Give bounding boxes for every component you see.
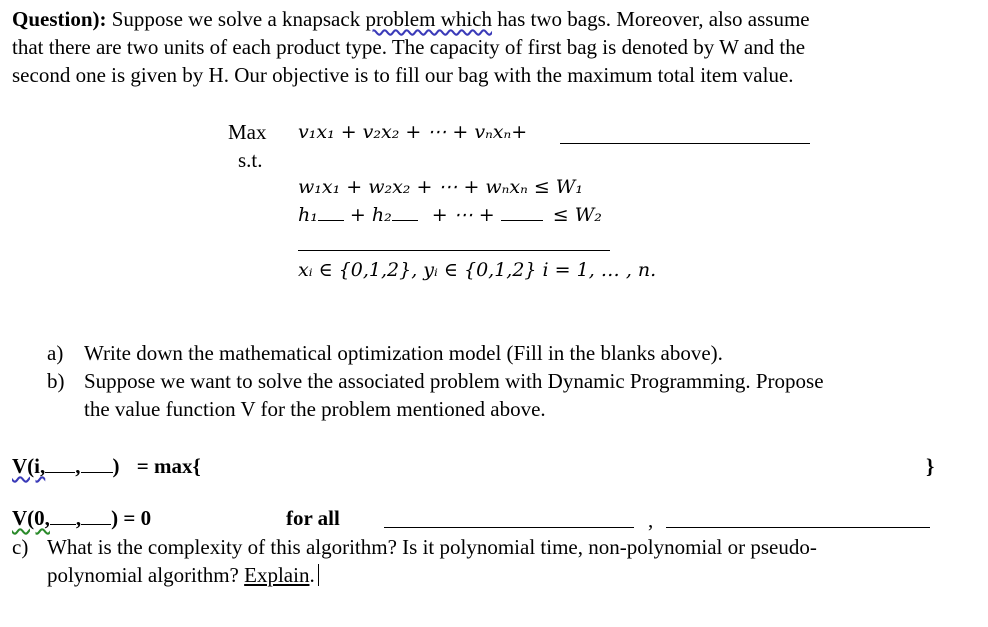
question-line-2: that there are two units of each product type. The capacity of first bag is denoted by W and the bbox=[12, 35, 806, 59]
objective-expression: v₁x₁ + v₂x₂ + ⋯ + vₙxₙ+ bbox=[298, 121, 528, 143]
value-function: V(i, , ) = max{ bbox=[12, 454, 201, 478]
for-all-blank-2[interactable] bbox=[666, 527, 930, 528]
blank-hn[interactable] bbox=[501, 202, 543, 221]
part-b-text-1: Suppose we want to solve the associated problem with Dynamic Programming. Propose bbox=[84, 369, 824, 393]
blank-v0-arg2[interactable] bbox=[81, 506, 111, 525]
part-c-label: c) bbox=[12, 535, 29, 559]
part-b-text-2: the value function V for the problem mentioned above. bbox=[84, 397, 546, 421]
blank-v-arg1[interactable] bbox=[45, 454, 75, 473]
constraint-2: h₁ + h₂ + ⋯ + ≤ W₂ bbox=[298, 204, 602, 226]
extra-constraint-blank[interactable] bbox=[298, 250, 610, 251]
blank-h2[interactable] bbox=[392, 202, 418, 221]
objective-blank[interactable] bbox=[560, 143, 810, 144]
max-label: Max bbox=[228, 120, 267, 144]
constraint-1: w₁x₁ + w₂x₂ + ⋯ + wₙxₙ ≤ W₁ bbox=[298, 176, 583, 198]
part-a-text: Write down the mathematical optimization model (Fill in the blanks above). bbox=[84, 341, 723, 365]
question-line-3: second one is given by H. Our objective is to fill our bag with the maximum total item value. bbox=[12, 63, 794, 87]
part-c-text-2: polynomial algorithm? Explain. bbox=[47, 561, 319, 589]
blank-v-arg2[interactable] bbox=[81, 454, 113, 473]
closing-brace: } bbox=[926, 454, 935, 478]
question-line-1: Question): Suppose we solve a knapsack problem which has two bags. Moreover, also assume bbox=[12, 7, 810, 31]
question-label: Question): bbox=[12, 7, 107, 31]
for-all-blank-1[interactable] bbox=[384, 527, 634, 528]
explain-link: Explain bbox=[244, 563, 310, 587]
spellcheck-underline: problem which bbox=[365, 7, 493, 31]
variable-domain: xᵢ ∈ {0,1,2}, yᵢ ∈ {0,1,2} i = 1, … , n. bbox=[298, 259, 657, 281]
part-a-label: a) bbox=[47, 341, 64, 365]
blank-v0-arg1[interactable] bbox=[50, 506, 76, 525]
part-c-text-1: What is the complexity of this algorithm? Is it polynomial time, non-polynomial or pseudo- bbox=[47, 535, 817, 559]
part-b-label: b) bbox=[47, 369, 65, 393]
blank-h1[interactable] bbox=[318, 202, 344, 221]
text-cursor[interactable] bbox=[318, 564, 319, 586]
for-all-label: for all bbox=[286, 506, 340, 530]
base-case: V(0, , ) = 0 bbox=[12, 506, 152, 530]
for-all-separator: , bbox=[648, 508, 654, 532]
st-label: s.t. bbox=[238, 148, 263, 172]
